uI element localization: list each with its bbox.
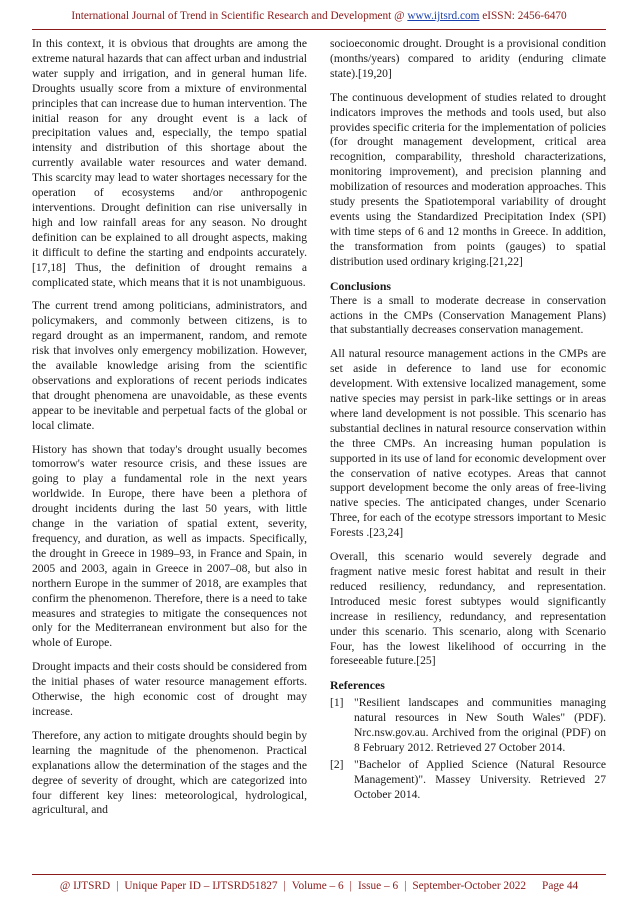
- body-paragraph: History has shown that today's drought usually becomes tomorrow's water resource crisis, and these issues are going to play a fundamental role in the next years worldwide. In Europe, there have been a plethora of drought incidents during the last 50 years, with little change in the variation of spatial extent, severity, frequency, and duration, as well as impacts. Specifically, the drought in Greece in 1989–93, in France and Spain, in 2005 and 2003, again in Greece in 2007–08, but also in northern Europe in the summer of 2018, are examples that confirm the phenomenon. Therefore, there is a need to take measures and strategies to mitigate the consequences not only for the Mediterranean environment but also for the whole of Europe.: [32, 442, 307, 650]
- body-paragraph: In this context, it is obvious that droughts are among the extreme natural hazards that can affect urban and industrial water supply and irrigation, and in general human life. Droughts usually score from a mixture of environmental principles that can increase due to human intervention. The initial reason for any drought event is a lack of precipitation values and, especially, the tempo spatial intensity and distribution of this shortage about the currently available water resources and water demand. This scarcity may lead to water shortages necessary for the operation of ecosystems and/or anthropogenic interventions. Drought definition can rise universally in high and low rainfall areas for any season. No drought definition can be explained to all drought aspects, making it difficult to define the starting and endpoints accurately.[17,18] Thus, the definition of drought remains a complicated state, which means that it is not unambiguous.: [32, 37, 307, 289]
- footer-date: September-October 2022: [412, 880, 527, 892]
- footer-divider: [32, 874, 606, 875]
- reference-item: [330, 758, 606, 803]
- footer-journal: @ IJTSRD: [59, 880, 111, 892]
- header-divider: [32, 29, 606, 30]
- reference-number: [1]: [330, 696, 344, 710]
- footer-issue: Issue – 6: [357, 880, 399, 892]
- reference-text: "Resilient landscapes and communities managing natural resources in New South Wales" (PDF). Nrc.nsw.gov.au. Archived from the original (PDF) on 8 February 2012. Retrieved 27 October 2014.: [354, 696, 606, 755]
- conclusions-paragraph: Overall, this scenario would severely degrade and fragment native mesic forest habitat and result in their reduced resiliency, redundancy, and representation. Introduced mesic forest subtypes would significantly increase in resiliency, redundancy, and representation under this scenario. This scenario, along with Scenario Four, has the lowest likelihood of occurring in the foreseeable future.[25]: [330, 550, 606, 668]
- body-paragraph: Therefore, any action to mitigate droughts should begin by learning the magnitude of the phenomenon. Practical explanations allow the determination of the stages and the degree of severity of drought, which are categorized into four different key lines: meteorological, hydrological, agricultural, and: [32, 728, 307, 817]
- body-paragraph: The continuous development of studies related to drought indicators improves the methods and tools used, but also provides specific criteria for the implementation of policies (for drought management development, critical area recognition, comparability, threshold characterizations, monitoring improvement), and precision planning and mobilization of resources and moderation approaches. This study presents the Spatiotemporal variability of drought events using the Standardized Precipitation Index (SPI) with time steps of 6 and 12 months in Greece. In addition, the transformation from points (gauges) to spatial distribution used ordinary kriging.[21,22]: [330, 90, 606, 268]
- page-number: Page 44: [542, 880, 579, 892]
- header-issn: eISSN: 2456-6470: [479, 10, 567, 22]
- reference-list: [330, 696, 606, 802]
- conclusions-paragraph: All natural resource management actions in the CMPs are set aside in deference to land use for economic development. With extensive localized management, some native species may persist in park-like settings or in areas where land development is not possible. This scenario has substantial declines in natural resource conservation within the three CMPs. An increasing human population is supported in its use of land for economic development over the conservation of native ecotypes. Areas that cannot support development become the only areas of free-living native species. The anticipated changes, under Scenario Three, for each of the ecotype stressors important to Mesic Forests .[23,24]: [330, 347, 606, 540]
- conclusions-paragraph: There is a small to moderate decrease in conservation actions in the CMPs (Conservation Management Plans) that substantially decreases conservation management.: [330, 293, 606, 337]
- body-paragraph: Drought impacts and their costs should be considered from the initial phases of water resource management efforts. Otherwise, the high economic cost of drought may increase.: [32, 660, 307, 718]
- running-header: [0, 10, 638, 22]
- left-column: [32, 37, 307, 827]
- references-heading: References: [330, 678, 385, 693]
- header-journal-name: International Journal of Trend in Scientific Research and Development @: [71, 10, 408, 22]
- conclusions-heading: Conclusions: [330, 278, 391, 293]
- reference-number: [2]: [330, 757, 344, 771]
- reference-text: "Bachelor of Applied Science (Natural Resource Management)". Massey University. Retrieved 27 October 2014.: [354, 757, 606, 801]
- reference-item: [330, 696, 606, 756]
- footer-volume: Volume – 6: [291, 880, 344, 892]
- running-footer: @ IJTSRD | Unique Paper ID – IJTSRD51827 | Volume – 6 | Issue – 6 | September-October 2022 Page 44: [59, 880, 579, 892]
- journal-website-link[interactable]: www.ijtsrd.com: [407, 10, 480, 22]
- body-paragraph: The current trend among politicians, administrators, and policymakers, and commonly between citizens, is to regard drought as an impermanent, random, and remote risk that involves only emergency mobilization. However, the available knowledge arising from the scientific observations and explorations of recent periods indicates that drought phenomena are unavoidable, as these events appear to be inevitable and perpetual facts of the global or local climate.: [32, 299, 307, 432]
- body-paragraph: socioeconomic drought. Drought is a provisional condition (months/years) compared to aridity (enduring climate state).[19,20]: [330, 37, 606, 80]
- right-column: [330, 37, 606, 805]
- footer-paper-id: Unique Paper ID – IJTSRD51827: [124, 880, 278, 892]
